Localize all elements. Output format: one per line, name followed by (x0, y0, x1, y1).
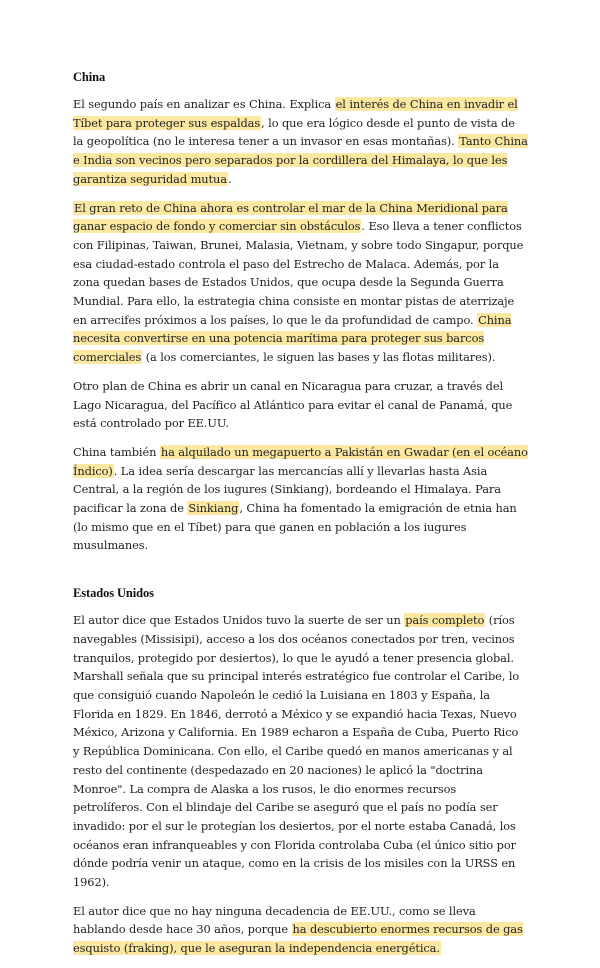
text-run: El autor dice que no hay ninguna decadencia de EE.UU., como se lleva hablando desde hace 30 años, porque (73, 903, 476, 937)
paragraph (73, 443, 528, 555)
paragraph (73, 199, 528, 367)
text-run: (ríos navegables (Missisipi), acceso a los dos océanos conectados por tren, vecinos tranquilos, protegido por desiertos), lo que le ayudó a tener presencia global. Marshall señala que su principal interés estratégico fue controlar el Caribe, lo que consiguió cuando Napoleón le cedió la Luisiana en 1803 y España, la Florida en 1829. En 1846, derrotó a México y se expandió hacia Texas, Nuevo México, Arizona y California. En 1989 echaron a España de Cuba, Puerto Rico y República Dominicana. Con ello, el Caribe quedó en manos americanas y al resto del continente (despedazado en 20 naciones) le aplicó la "doctrina Monroe". La compra de Alaska a los rusos, le dio enormes recursos petrolíferos. Con el blindaje del Caribe se aseguró que el país no podía ser invadido: por el sur le protegían los desiertos, por el norte estaba Canadá, los océanos eran infranqueables y con Florida controlaba Cuba (el único sitio por dónde podría venir un ataque, como en la crisis de los misiles con la URSS en 1962). (73, 613, 520, 890)
highlighted-text: China necesita convertirse en una potencia marítima para proteger sus barcos comerciales (73, 312, 512, 365)
text-run: El autor dice que Estados Unidos tuvo la suerte de ser un (73, 613, 405, 628)
text-run: (a los comerciantes, le siguen las bases y las flotas militares). (142, 350, 496, 365)
section-spacer (73, 565, 528, 584)
highlighted-text: Tanto China e India son vecinos pero separados por la cordillera del Himalaya, lo que les garantiza seguridad mutua (73, 134, 528, 186)
highlighted-text: El gran reto de China ahora es controlar el mar de la China Meridional para ganar espacio de fondo y comerciar sin obstáculos (73, 200, 508, 234)
text-run: China también (73, 444, 160, 459)
highlighted-text: Sinkiang (188, 501, 239, 516)
paragraph (73, 611, 528, 892)
document-page (73, 68, 528, 968)
highlighted-text: el interés de China en invadir el Tíbet para proteger sus espaldas (73, 97, 518, 130)
section-heading: China (73, 70, 106, 84)
highlighted-text: país completo (405, 613, 485, 628)
section-china (73, 68, 528, 555)
text-run: . (227, 171, 232, 186)
section-estados-unidos (73, 584, 528, 958)
paragraph (73, 902, 528, 958)
highlighted-text: ha descubierto enormes recursos de gas esquisto (fraking), que le aseguran la independencia energética. (73, 922, 523, 956)
text-run: . La idea sería descargar las mercancías allí y llevarlas hasta Asia Central, a la región de los iugures (Sinkiang), bordeando el Himalaya. Para pacificar la zona de (73, 463, 501, 516)
text-run: . Eso lleva a tener conflictos con Filipinas, Taiwan, Brunei, Malasia, Vietnam, y sobre todo Singapur, porque esa ciudad-estado controla el paso del Estrecho de Malaca. Además, por la zona quedan bases de Estados Unidos, que ocupa desde la Segunda Guerra Mundial. Para ello, la estrategia china consiste en montar pistas de aterrizaje en arrecifes próximos a los países, lo que le da profundidad de campo. (73, 219, 524, 327)
section-heading: Estados Unidos (73, 586, 154, 601)
text-run: , lo que era lógico desde el punto de vista de la geopolítica (no le interesa tener a un invasor en esas montañas). (73, 115, 515, 149)
paragraph (73, 95, 528, 189)
paragraph (73, 377, 528, 433)
text-run: , China ha fomentado la emigración de etnia han (lo mismo que en el Tíbet) para que ganen en población a los iugures musulmanes. (73, 501, 517, 553)
text-run: El segundo país en analizar es China. Explica (73, 97, 335, 111)
text-run: Otro plan de China es abrir un canal en Nicaragua para cruzar, a través del Lago Nicaragua, del Pacífico al Atlántico para evitar el canal de Panamá, que está controlado por EE.UU. (73, 378, 513, 431)
highlighted-text: ha alquilado un megapuerto a Pakistán en Gwadar (en el océano Índico) (73, 444, 528, 478)
